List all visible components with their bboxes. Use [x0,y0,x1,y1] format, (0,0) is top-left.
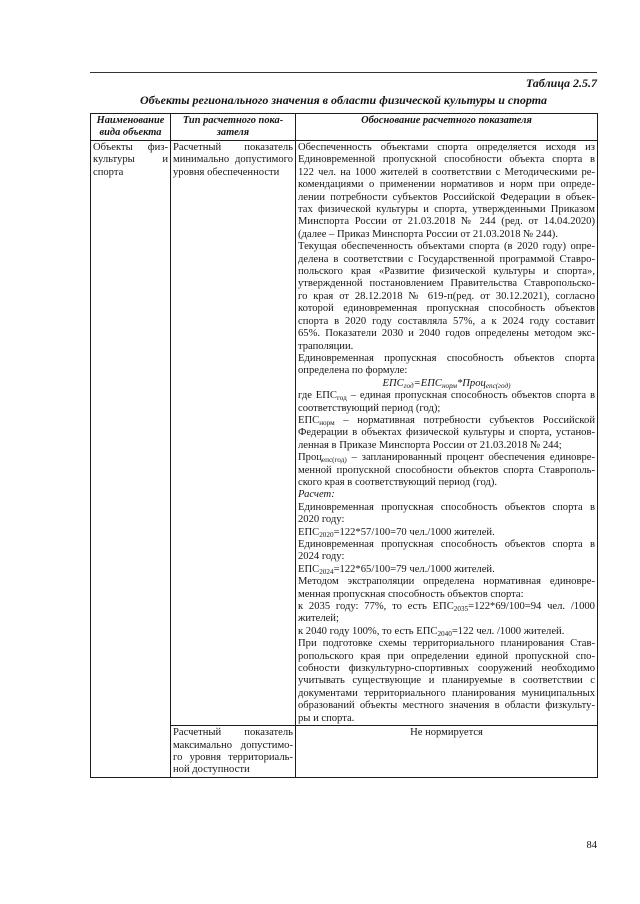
top-rule [90,72,597,73]
justification-line: жителей; [298,613,339,625]
text-segment: – запланированный процент обеспечения единовре- [346,452,595,464]
formula-segment: ЕПС [382,377,404,389]
text-segment: – единая пропускная способность объектов спорта в [346,390,595,402]
text-segment: Проц [298,452,322,464]
justification-line: менная пропускная способность объектов спорта: [298,588,524,600]
formula-line [298,378,595,390]
text-segment: =122*69/100=94 чел. /1000 [468,601,595,613]
justification-cell [296,141,598,726]
table-header-row [91,114,598,141]
object-name-line: Объекты физ- [93,142,168,153]
calculation-heading: Расчет: [298,489,335,501]
justification-line: соответствующий период (год); [298,402,441,414]
justification-line: делена в соответствии с Государственной программой Ставро- [298,253,595,265]
indicator-type-line: го уровня территориаль- [173,751,293,763]
table-title: Объекты регионального значения в области физической культуры и спорта [139,93,548,107]
justification-line: Единовременная пропускная способность объектов спорта в [298,539,595,550]
text-segment: – нормативная потребности субъектов Российской [334,414,595,426]
justification-line: го края от 28.12.2018 № 619-п(ред. от 30.12.2021), согласно [298,290,595,302]
header-line: Обоснование расчетного показателя [361,115,532,126]
justification-line: польского края «Развитие физической культуры и спорта», [298,266,595,278]
subscript: норм [319,418,335,427]
justification-line: 122 чел. на 1000 жителей в соответствии с Методическими ре- [298,166,595,178]
text-segment: =122 чел. /1000 жителей. [451,625,565,637]
justification-line: спорта в 2020 году составляла 57%, а к 2024 году составит [298,315,595,327]
text-segment: ЕПС [298,414,320,426]
indicator-type-line: минимально допустимого [173,154,293,166]
justification-line [298,527,595,539]
table-number: Таблица 2.5.7 [525,76,597,90]
table-row [91,141,598,726]
justification-line: Методом экстраполяции определена нормативная единовре- [298,576,595,588]
subscript: епс(год) [321,456,347,465]
header-line: Тип расчетного пока- [182,115,284,126]
justification-line [298,601,595,613]
justification-line [298,452,595,464]
justification-line [298,564,595,576]
justification-line [298,415,595,427]
indicator-type-line: уровня обеспеченности [173,166,280,178]
justification-line: ленная в Приказе Минспорта России от 21.03.2018 № 244; [298,439,562,451]
subscript: 2040 [437,629,452,638]
subscript: епс(год) [485,381,511,390]
justification-line: определена по формуле: [298,365,408,377]
justification-line: Единовременная пропускная способность объектов спорта [298,352,595,364]
text-segment: =122*57/100=70 чел./1000 жителей. [333,526,495,538]
object-name-line: спорта [93,166,124,178]
justification-line: которой единовременная пропускная способность объектов [298,303,595,315]
justification-line: Обеспеченность объектами спорта определяется исходя из [298,142,595,153]
justification-line: траполяции. [298,340,354,352]
subscript: 2024 [319,567,334,576]
indicator-type-line: максимально допустимо- [173,739,293,751]
subscript: год [403,381,414,390]
text-segment: к 2035 году: 77%, то есть ЕПС [298,601,454,613]
justification-line: менной пропускной способности объектов спорта Ставрополь- [298,464,595,476]
justification-line [298,626,595,638]
not-normalized-text: Не нормируется [410,727,483,739]
header-line: вида объекта [99,127,162,138]
justification-line: документами территориального планирования муниципальных [298,687,595,699]
header-object-name [91,114,171,141]
objects-table [90,113,598,778]
justification-line [298,390,595,402]
formula-segment: =ЕПС [413,377,442,389]
indicator-type-cell [171,141,296,726]
justification-line: Единовременной пропускной способности объекта спорта в [298,154,595,166]
text-segment: к 2040 году 100%, то есть ЕПС [298,625,438,637]
formula-segment: *Проц [456,377,486,389]
text-segment: ЕПС [298,563,320,575]
justification-line: собности физкультурно-спортивных сооружений необходимо [298,663,595,675]
subscript: норм [441,381,457,390]
subscript: 2035 [453,605,469,614]
justification-line: образований объекты местного значения в области физкульту- [298,700,595,712]
justification-line: 2020 году: [298,514,345,526]
justification-line: (далее – Приказ Минспорта России от 21.03.2018 № 244). [298,228,558,240]
justification-line: тах физической культуры и спорта, утвержденными Приказом [298,204,595,216]
justification-line: 2024 году: [298,551,345,563]
justification-line: Федерации в объектах физической культуры и спорта, установ- [298,427,595,439]
header-indicator-type [171,114,296,141]
justification-line: Единовременная пропускная способность объектов спорта в [298,501,595,513]
text-segment: =122*65/100=79 чел./1000 жителей. [333,563,495,575]
header-justification [296,114,598,141]
object-name-line: культуры и [93,154,168,166]
indicator-type-cell [171,726,296,778]
object-name-cell [91,141,171,778]
justification-line: ропольского края при определении единой пропускной спо- [298,650,595,662]
justification-line: При подготовке схемы территориального планирования Став- [298,638,595,650]
indicator-type-line: Расчетный показатель [173,727,293,739]
justification-line: утвержденной постановлением Правительства Ставропольско- [298,278,595,290]
justification-line: Текущая обеспеченность объектами спорта (в 2020 году) опре- [298,241,595,253]
text-segment: ЕПС [298,526,320,538]
justification-line: Минспорта России от 21.03.2018 № 244 (ред. от 14.04.2020) [298,216,595,228]
header-line: зателя [216,127,250,138]
subscript: 2020 [319,530,334,539]
justification-line: ского края в соответствующий период (год). [298,476,497,488]
indicator-type-line: ной доступности [173,764,250,776]
page-number: 84 [586,840,597,851]
justification-line: лении потребности субъектов Российской Федерации в объек- [298,191,595,203]
justification-line: ры и спорта. [298,712,355,724]
justification-cell [296,726,598,778]
header-line: Наименование [96,115,165,126]
text-segment: где ЕПС [298,390,337,402]
indicator-type-line: Расчетный показатель [173,142,293,153]
justification-line: 65%. Показатели 2030 и 2040 годов определены методом экс- [298,328,595,340]
justification-line: учитывать существующие и планируемые в соответствии с [298,675,595,687]
justification-line: комендациями о применении нормативов и норм при опреде- [298,179,595,191]
subscript: год [337,394,347,403]
